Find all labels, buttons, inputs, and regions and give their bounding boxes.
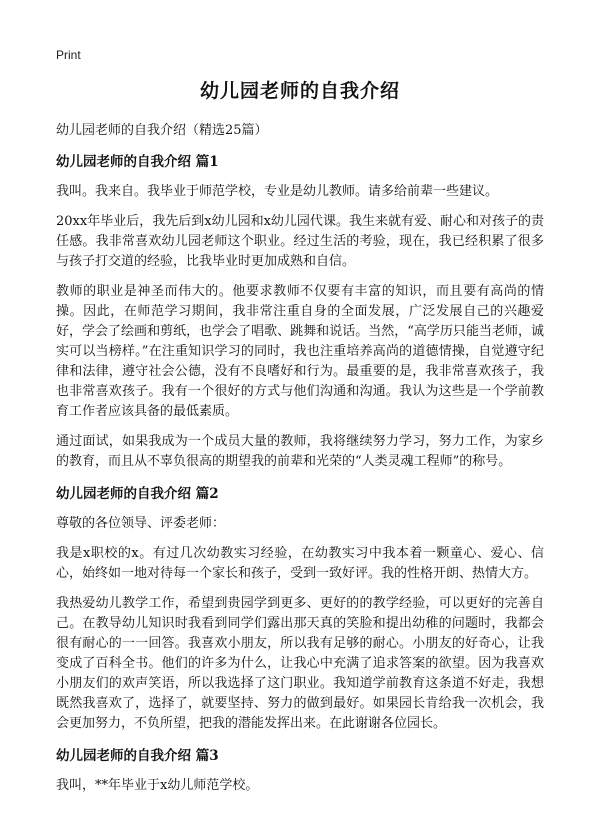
paragraph: 我叫。我来自。我毕业于师范学校，专业是幼儿教师。请多给前辈一些建议。 (56, 184, 499, 199)
section-heading: 幼儿园老师的自我介绍 篇3 (56, 748, 219, 764)
page-title: 幼儿园老师的自我介绍 (199, 80, 400, 102)
section-2 (56, 482, 544, 734)
print-link[interactable]: Print (56, 48, 81, 62)
paragraph: 通过面试，如果我成为一个成员大量的教师，我将继续努力学习，努力工作，为家乡的教育，而且从不辜负很高的期望我的前辈和光荣的“人类灵魂工程师”的称号。 (56, 434, 544, 469)
document-subtitle: 幼儿园老师的自我介绍（精选25篇） (56, 123, 268, 138)
section-heading: 幼儿园老师的自我介绍 篇2 (56, 486, 219, 502)
paragraph: 20xx年毕业后，我先后到x幼儿园和x幼儿园代课。我生来就有爱、耐心和对孩子的责任感。我非常喜欢幼儿园老师这个职业。经过生活的考验，现在，我已经积累了很多与孩子打交道的经验，比我毕业时更加成熟和自信。 (56, 214, 544, 269)
paragraph: 教师的职业是神圣而伟大的。他要求教师不仅要有丰富的知识，而且要有高尚的情操。因此，在师范学习期间，我非常注重自身的全面发展，广泛发展自己的兴趣爱好，学会了绘画和剪纸，也学会了唱歌、跳舞和说话。当然，“高学历只能当老师，诚实可以当榜样。”在注重知识学习的同时，我也注重培养高尚的道德情操，自觉遵守纪律和法律，遵守社会公德，没有不良嗜好和行为。最重要的是，我非常喜欢孩子，我也非常喜欢孩子。我有一个很好的方式与他们沟通和沟通。我认为这些是一个学前教育工作者应该具备的最低素质。 (56, 284, 544, 419)
section-3 (56, 744, 544, 796)
paragraph: 我热爱幼儿教学工作，希望到贵园学到更多、更好的的教学经验，可以更好的完善自己。在教导幼儿知识时我看到同学们露出那天真的笑脸和提出幼稚的问题时，我都会很有耐心的一一回答。我喜欢小朋友，所以我有足够的耐心。小朋友的好奇心，让我变成了百科全书。他们的许多为什么，让我心中充满了追求答案的欲望。因为我喜欢小朋友们的欢声笑语，所以我选择了这门职业。我知道学前教育这条道不好走，我想既然我喜欢了，选择了，就要坚持、努力的做到最好。如果园长肯给我一次机会，我会更加努力，不负所望，把我的潜能发挥出来。在此谢谢各位园长。 (56, 596, 544, 731)
paragraph: 尊敬的各位领导、评委老师： (56, 516, 226, 531)
paragraph: 我叫，**年毕业于x幼儿师范学校。 (56, 778, 259, 793)
section-1 (56, 150, 544, 472)
paragraph: 我是x职校的x。有过几次幼教实习经验，在幼教实习中我本着一颗童心、爱心、信心，始终如一地对待每一个家长和孩子，受到一致好评。我的性格开朗、热情大方。 (56, 546, 544, 581)
section-heading: 幼儿园老师的自我介绍 篇1 (56, 154, 219, 170)
